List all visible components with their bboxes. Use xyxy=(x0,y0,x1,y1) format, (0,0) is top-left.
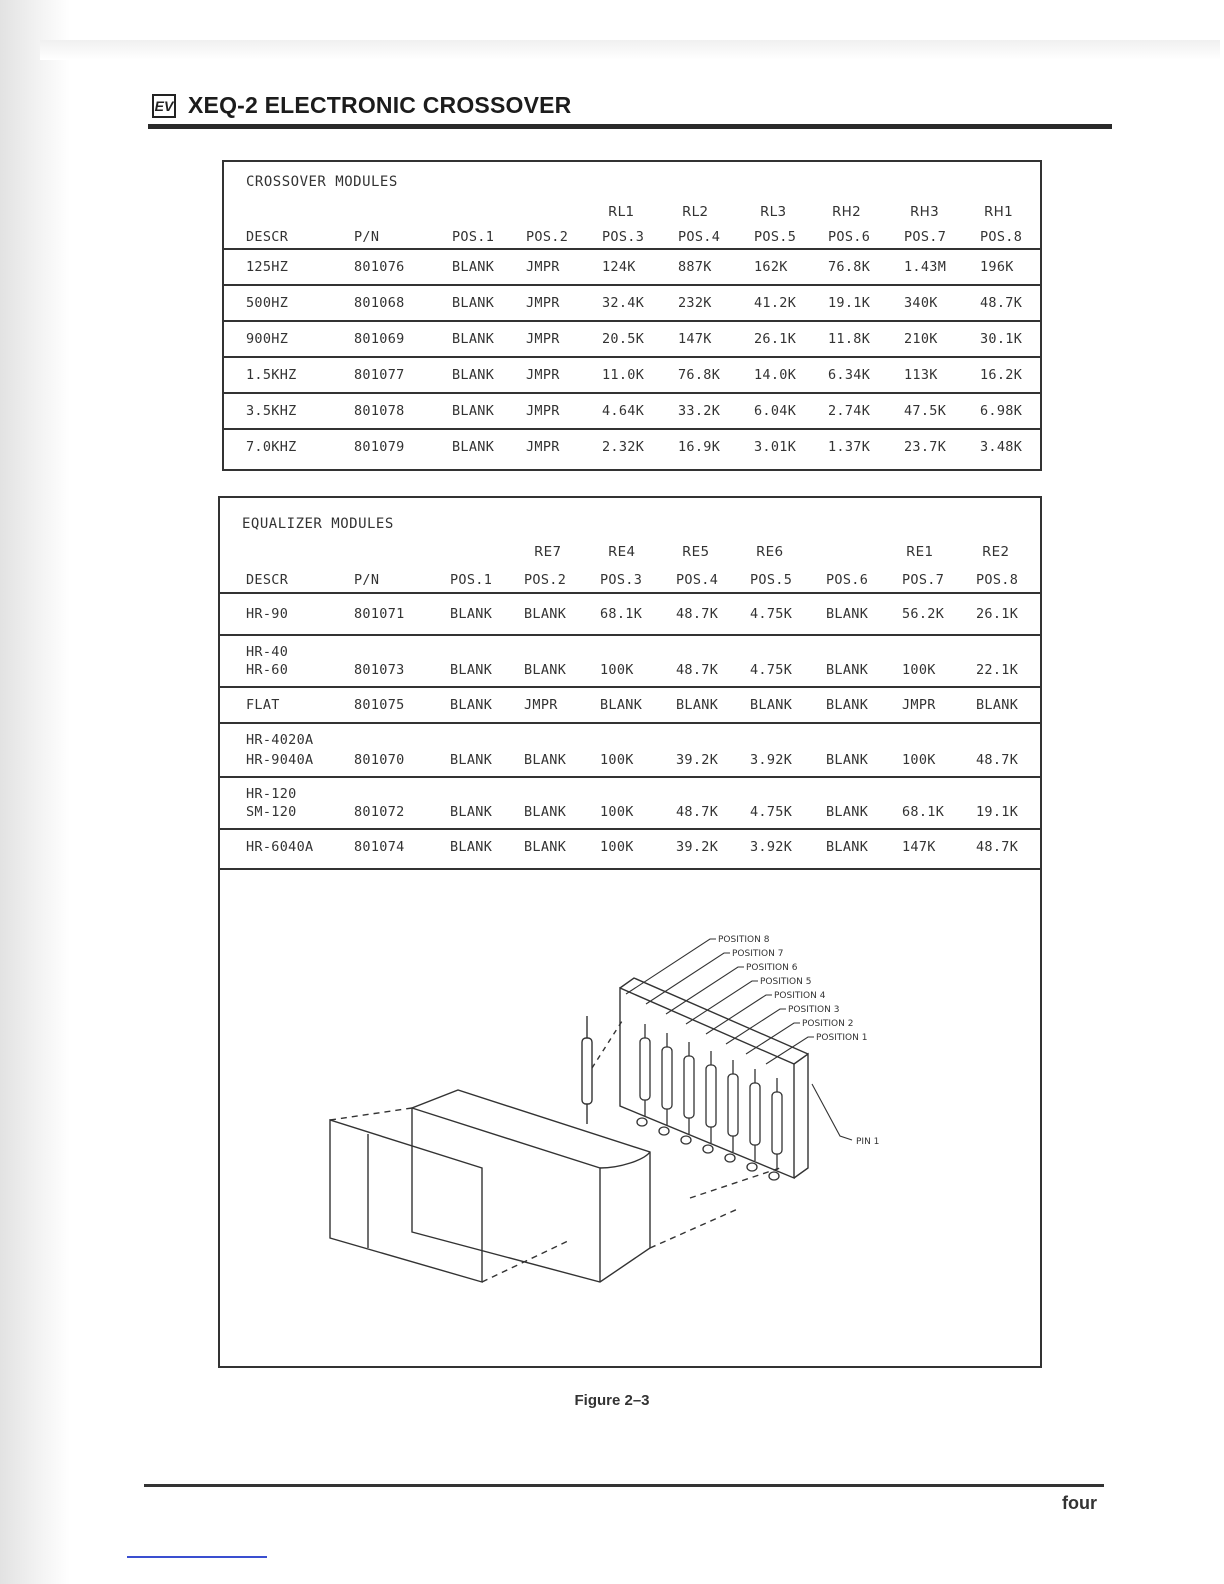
table-cell: BLANK xyxy=(976,697,1019,713)
table-cell: 162K xyxy=(754,259,788,275)
table-cell: BLANK xyxy=(452,295,495,311)
table-cell: BLANK xyxy=(450,697,493,713)
board-resistor xyxy=(772,1092,782,1154)
table-cell: 100K xyxy=(600,839,634,855)
table-cell: 16.2K xyxy=(980,367,1023,383)
table-title: EQUALIZER MODULES xyxy=(242,516,394,532)
position-leader xyxy=(726,1009,786,1044)
table-cell: 100K xyxy=(902,752,936,768)
solder-pad xyxy=(769,1172,779,1180)
table-cell: BLANK xyxy=(450,662,493,678)
ref-label: RE1 xyxy=(906,544,934,560)
board-resistor xyxy=(640,1038,650,1100)
table-cell: BLANK xyxy=(676,697,719,713)
page-title: XEQ-2 ELECTRONIC CROSSOVER xyxy=(188,92,572,118)
table-cell: HR-60 xyxy=(246,662,289,678)
table-cell: BLANK xyxy=(826,804,869,820)
table-cell: BLANK xyxy=(452,367,495,383)
table-cell: 801071 xyxy=(354,606,405,622)
table-cell: JMPR xyxy=(902,697,936,713)
position-leader xyxy=(766,1037,814,1064)
table-cell: 801076 xyxy=(354,259,405,275)
solder-pad xyxy=(637,1118,647,1126)
table-cell: JMPR xyxy=(526,295,560,311)
table-cell: BLANK xyxy=(452,439,495,455)
table-title: CROSSOVER MODULES xyxy=(246,174,398,190)
table-cell: 4.64K xyxy=(602,403,645,419)
table-cell: 47.5K xyxy=(904,403,947,419)
table-cell: BLANK xyxy=(524,662,567,678)
table-row xyxy=(224,248,1040,284)
table-cell: BLANK xyxy=(600,697,643,713)
table-row xyxy=(220,776,1040,828)
table-cell: 100K xyxy=(902,662,936,678)
table-cell: 801072 xyxy=(354,804,405,820)
column-header: POS.3 xyxy=(602,229,645,245)
table-cell: HR-4020A xyxy=(246,732,314,748)
solder-pad xyxy=(659,1127,669,1135)
board-resistor xyxy=(750,1083,760,1145)
table-cell: 32.4K xyxy=(602,295,645,311)
ref-label: RE2 xyxy=(982,544,1010,560)
table-cell: 19.1K xyxy=(828,295,871,311)
table-cell: BLANK xyxy=(826,752,869,768)
table-cell: 801079 xyxy=(354,439,405,455)
table-cell: BLANK xyxy=(750,697,793,713)
table-cell: 801070 xyxy=(354,752,405,768)
table-cell: 801069 xyxy=(354,331,405,347)
table-cell: BLANK xyxy=(450,752,493,768)
ref-label: RL1 xyxy=(608,204,635,220)
table-cell: 1.37K xyxy=(828,439,871,455)
table-cell: 68.1K xyxy=(600,606,643,622)
table-cell: 56.2K xyxy=(902,606,945,622)
ref-label: RL2 xyxy=(682,204,709,220)
figure-caption: Figure 2–3 xyxy=(574,1392,650,1409)
table-row xyxy=(220,722,1040,776)
table-cell: BLANK xyxy=(826,697,869,713)
table-cell: 14.0K xyxy=(754,367,797,383)
column-header: POS.5 xyxy=(754,229,797,245)
table-row xyxy=(220,828,1040,864)
ev-logo: EV xyxy=(152,94,176,118)
column-header: P/N xyxy=(354,572,380,588)
table-cell: 2.32K xyxy=(602,439,645,455)
table-cell: 39.2K xyxy=(676,839,719,855)
scan-top-shadow xyxy=(40,40,1220,60)
table-cell: 16.9K xyxy=(678,439,721,455)
table-cell: 6.04K xyxy=(754,403,797,419)
pin-label: PIN 1 xyxy=(856,1137,880,1147)
table-cell: JMPR xyxy=(526,403,560,419)
figure-frame xyxy=(218,868,1042,1368)
table-cell: 801078 xyxy=(354,403,405,419)
table-cell: 100K xyxy=(600,804,634,820)
table-cell: 3.48K xyxy=(980,439,1023,455)
column-header: POS.8 xyxy=(980,229,1023,245)
table-cell: JMPR xyxy=(526,439,560,455)
resistor-shape xyxy=(582,1038,592,1104)
table-cell: BLANK xyxy=(826,606,869,622)
column-header: POS.7 xyxy=(904,229,947,245)
table-cell: 232K xyxy=(678,295,712,311)
table-cell: 113K xyxy=(904,367,938,383)
table-cell: BLANK xyxy=(524,839,567,855)
column-header: POS.4 xyxy=(678,229,721,245)
table-cell: JMPR xyxy=(526,259,560,275)
table-cell: 3.92K xyxy=(750,839,793,855)
position-label: POSITION 8 xyxy=(718,935,770,945)
table-cell: 147K xyxy=(678,331,712,347)
column-header: POS.8 xyxy=(976,572,1019,588)
table-row xyxy=(224,320,1040,356)
table-cell: 3.01K xyxy=(754,439,797,455)
table-cell: 801074 xyxy=(354,839,405,855)
table-cell: 210K xyxy=(904,331,938,347)
column-header: POS.2 xyxy=(526,229,569,245)
table-row xyxy=(224,392,1040,428)
footer-rule xyxy=(144,1484,1104,1487)
table-row xyxy=(224,356,1040,392)
position-label: POSITION 5 xyxy=(760,977,812,987)
column-header: DESCR xyxy=(246,229,289,245)
column-header: POS.4 xyxy=(676,572,719,588)
position-label: POSITION 7 xyxy=(732,949,784,959)
table-cell: 48.7K xyxy=(676,804,719,820)
table-cell: 48.7K xyxy=(676,662,719,678)
table-cell: 196K xyxy=(980,259,1014,275)
table-cell: JMPR xyxy=(526,367,560,383)
position-leader xyxy=(646,953,730,1004)
table-cell: HR-40 xyxy=(246,644,289,660)
table-cell: BLANK xyxy=(524,752,567,768)
table-cell: HR-90 xyxy=(246,606,289,622)
solder-pad xyxy=(747,1163,757,1171)
table-cell: 76.8K xyxy=(828,259,871,275)
table-cell: 11.8K xyxy=(828,331,871,347)
crossover-modules-table xyxy=(222,160,1042,471)
solder-pad xyxy=(725,1154,735,1162)
board-resistor xyxy=(662,1047,672,1109)
table-cell: BLANK xyxy=(524,606,567,622)
table-cell: 48.7K xyxy=(976,839,1019,855)
table-cell: 500HZ xyxy=(246,295,289,311)
position-label: POSITION 4 xyxy=(774,991,826,1001)
table-cell: 7.0KHZ xyxy=(246,439,297,455)
board-resistor xyxy=(728,1074,738,1136)
table-cell: 11.0K xyxy=(602,367,645,383)
table-cell: FLAT xyxy=(246,697,280,713)
position-label: POSITION 1 xyxy=(816,1033,868,1043)
table-cell: 68.1K xyxy=(902,804,945,820)
table-cell: 76.8K xyxy=(678,367,721,383)
column-header: POS.6 xyxy=(828,229,871,245)
position-leader xyxy=(686,981,758,1024)
table-cell: 3.5KHZ xyxy=(246,403,297,419)
table-cell: JMPR xyxy=(526,331,560,347)
table-cell: 23.7K xyxy=(904,439,947,455)
table-cell: 6.98K xyxy=(980,403,1023,419)
table-cell: 39.2K xyxy=(676,752,719,768)
table-cell: BLANK xyxy=(450,606,493,622)
table-cell: 33.2K xyxy=(678,403,721,419)
pin-leader xyxy=(812,1084,852,1140)
ref-label: RE4 xyxy=(608,544,636,560)
table-cell: HR-6040A xyxy=(246,839,314,855)
table-cell: 801075 xyxy=(354,697,405,713)
table-cell: JMPR xyxy=(524,697,558,713)
solder-pad xyxy=(681,1136,691,1144)
position-label: POSITION 3 xyxy=(788,1005,840,1015)
table-cell: 41.2K xyxy=(754,295,797,311)
table-cell: 48.7K xyxy=(980,295,1023,311)
ref-label: RL3 xyxy=(760,204,787,220)
table-row xyxy=(220,634,1040,686)
table-cell: 801077 xyxy=(354,367,405,383)
table-cell: BLANK xyxy=(452,403,495,419)
table-cell: 1.5KHZ xyxy=(246,367,297,383)
table-cell: 100K xyxy=(600,752,634,768)
bottom-link-line xyxy=(127,1556,267,1558)
page-number: four xyxy=(1062,1493,1097,1513)
table-cell: BLANK xyxy=(450,839,493,855)
table-cell: 19.1K xyxy=(976,804,1019,820)
table-cell: 801073 xyxy=(354,662,405,678)
table-cell: 801068 xyxy=(354,295,405,311)
table-cell: BLANK xyxy=(524,804,567,820)
column-header: DESCR xyxy=(246,572,289,588)
column-header: POS.1 xyxy=(452,229,495,245)
table-cell: 900HZ xyxy=(246,331,289,347)
equalizer-modules-table xyxy=(218,496,1042,870)
column-header: POS.3 xyxy=(600,572,643,588)
table-cell: HR-120 xyxy=(246,786,297,802)
table-cell: BLANK xyxy=(450,804,493,820)
column-header: POS.6 xyxy=(826,572,869,588)
table-cell: 3.92K xyxy=(750,752,793,768)
position-leader xyxy=(666,967,744,1014)
table-cell: 2.74K xyxy=(828,403,871,419)
table-row xyxy=(224,284,1040,320)
table-cell: BLANK xyxy=(826,839,869,855)
scan-edge-shadow xyxy=(0,0,70,1584)
table-cell: 48.7K xyxy=(976,752,1019,768)
table-cell: 20.5K xyxy=(602,331,645,347)
table-cell: 48.7K xyxy=(676,606,719,622)
table-cell: 30.1K xyxy=(980,331,1023,347)
solder-pad xyxy=(703,1145,713,1153)
table-cell: 26.1K xyxy=(976,606,1019,622)
table-cell: BLANK xyxy=(826,662,869,678)
table-cell: HR-9040A xyxy=(246,752,314,768)
table-cell: SM-120 xyxy=(246,804,297,820)
table-cell: 124K xyxy=(602,259,636,275)
table-cell: BLANK xyxy=(452,259,495,275)
table-cell: 22.1K xyxy=(976,662,1019,678)
column-header: POS.2 xyxy=(524,572,567,588)
ref-label: RH2 xyxy=(832,204,862,220)
table-cell: 4.75K xyxy=(750,804,793,820)
table-row xyxy=(220,592,1040,634)
ref-label: RE5 xyxy=(682,544,710,560)
table-cell: BLANK xyxy=(452,331,495,347)
ref-label: RE7 xyxy=(534,544,562,560)
table-cell: 340K xyxy=(904,295,938,311)
column-header: POS.1 xyxy=(450,572,493,588)
ref-label: RH1 xyxy=(984,204,1014,220)
table-row xyxy=(220,686,1040,722)
table-cell: 1.43M xyxy=(904,259,947,275)
board-resistor xyxy=(684,1056,694,1118)
ref-label: RE6 xyxy=(756,544,784,560)
position-label: POSITION 2 xyxy=(802,1019,854,1029)
board-resistor xyxy=(706,1065,716,1127)
table-cell: 100K xyxy=(600,662,634,678)
table-cell: 4.75K xyxy=(750,662,793,678)
table-cell: 147K xyxy=(902,839,936,855)
table-cell: 125HZ xyxy=(246,259,289,275)
table-cell: 6.34K xyxy=(828,367,871,383)
front-panel-shape xyxy=(330,1120,482,1282)
column-header: POS.5 xyxy=(750,572,793,588)
position-label: POSITION 6 xyxy=(746,963,798,973)
table-row xyxy=(224,428,1040,464)
table-cell: 887K xyxy=(678,259,712,275)
column-header: P/N xyxy=(354,229,380,245)
module-assembly-drawing xyxy=(220,868,1044,1368)
header-rule xyxy=(148,124,1112,129)
column-header: POS.7 xyxy=(902,572,945,588)
table-cell: 4.75K xyxy=(750,606,793,622)
table-cell: 26.1K xyxy=(754,331,797,347)
ref-label: RH3 xyxy=(910,204,940,220)
